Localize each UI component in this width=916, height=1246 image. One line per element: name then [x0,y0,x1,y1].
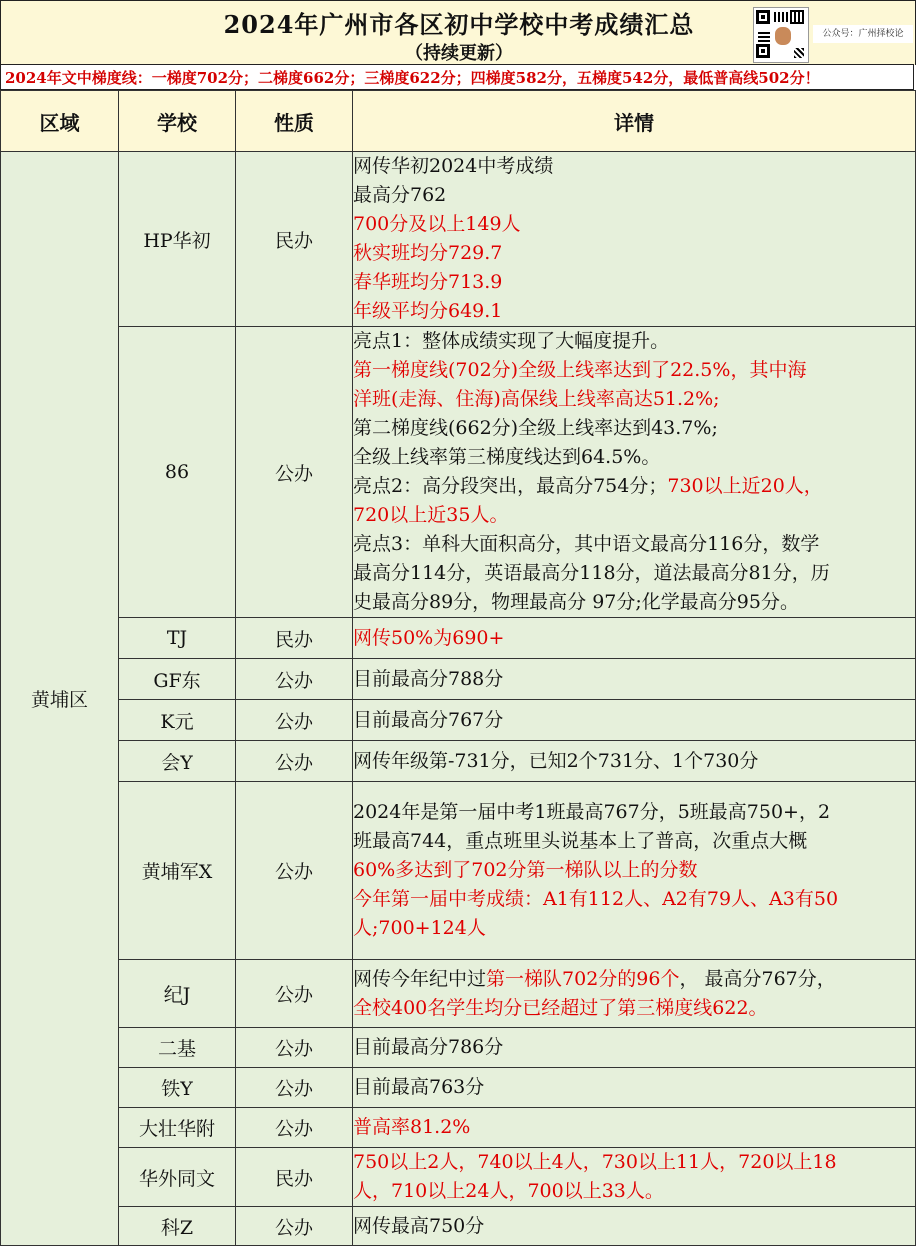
details-line [353,530,915,559]
details-line [353,501,915,530]
details-text: 年级平均分649.1 [353,300,503,322]
details-line [353,1073,915,1102]
details-line [353,559,915,588]
details-text: 2024年是第一届中考1班最高767分，5班最高750+，2 [353,801,831,823]
details-line [353,1177,915,1206]
details-text: 网传华初2024中考成绩 [353,155,554,177]
details-text: 第一梯队702分的96个 [486,967,680,990]
details-text: 目前最高分786分 [353,1036,504,1058]
type-cell: 民办 [236,152,353,327]
school-cell: 二基 [119,1028,236,1068]
details-text: 秋实班均分729.7 [353,242,503,264]
qr-pattern [774,12,804,22]
details-cell [353,1148,916,1207]
details-text: 目前最高分767分 [353,708,504,731]
type-cell: 公办 [236,1108,353,1148]
table-row [1,327,916,618]
school-cell: 86 [119,327,236,618]
type-cell: 公办 [236,1068,353,1108]
details-line [353,665,915,694]
details-text: 700分及以上149人 [353,213,521,235]
type-cell: 公办 [236,782,353,960]
table-row [1,152,916,327]
details-text: 今年第一届中考成绩：A1有112人、A2有79人、A3有50 [353,888,839,910]
details-line [353,624,915,653]
header [0,0,916,65]
details-cell [353,152,916,327]
details-text: 目前最高763分 [353,1076,485,1098]
school-cell: TJ [119,618,236,659]
table-row [1,741,916,782]
details-line [353,152,915,181]
cutoff-notice: 2024年文中梯度线：一梯度702分；二梯度662分；三梯度622分；四梯度582分，五梯度542分，最低普高线502分！ [0,64,914,90]
district-cell: 黄埔区 [1,152,119,1246]
qr-finder-icon [756,44,770,58]
type-cell: 公办 [236,327,353,618]
table-row [1,618,916,659]
details-line [353,747,915,776]
school-cell: 大壮华附 [119,1108,236,1148]
details-line [353,239,915,268]
details-text: 目前最高分788分 [353,667,504,690]
column-header-district: 区域 [1,91,119,152]
type-cell: 公办 [236,700,353,741]
details-line [353,1212,915,1241]
details-text: 亮点3：单科大面积高分，其中语文最高分116分，数学 [353,533,820,555]
details-text: 网传50%为690+ [353,626,505,649]
scores-table [0,90,916,1246]
details-cell [353,327,916,618]
details-text: 第一梯度线(702分)全级上线率达到了22.5%，其中海 [353,359,807,381]
details-cell [353,1068,916,1108]
details-text: 人，710以上24人，700以上33人。 [353,1180,664,1202]
school-cell: 纪J [119,960,236,1028]
details-text: 60%多达到了702分第一梯队以上的分数 [353,859,698,881]
details-line [353,1148,915,1177]
details-cell [353,1028,916,1068]
table-row [1,700,916,741]
type-cell: 公办 [236,1028,353,1068]
table-row [1,1108,916,1148]
details-cell [353,782,916,960]
details-cell [353,960,916,1028]
details-line [353,965,915,994]
school-cell: GF东 [119,659,236,700]
details-text: 网传年级第-731分，已知2个731分、1个730分 [353,749,759,772]
details-text: 史最高分89分，物理最高分 97分;化学最高分95分。 [353,591,799,613]
column-header-details: 详情 [353,91,916,152]
type-cell: 公办 [236,659,353,700]
qr-finder-icon [756,10,770,24]
school-cell: 会Y [119,741,236,782]
details-line [353,798,915,827]
details-line [353,588,915,617]
type-cell: 公办 [236,960,353,1028]
details-text: 最高分762 [353,184,447,206]
type-cell: 公办 [236,741,353,782]
table-row [1,1068,916,1108]
details-cell [353,741,916,782]
table-row [1,1028,916,1068]
details-text: 普高率81.2% [353,1116,471,1138]
details-text: 全校400名学生均分已经超过了第三梯度线622。 [353,996,768,1019]
details-line [353,268,915,297]
details-text: 730以上近20人， [667,475,823,497]
details-line [353,472,915,501]
details-text: 人;700+124人 [353,917,486,939]
details-text: 最高分114分，英语最高分118分，道法最高分81分，历 [353,562,830,584]
school-cell: 铁Y [119,1068,236,1108]
school-cell: K元 [119,700,236,741]
details-cell [353,618,916,659]
details-text: 洋班(走海、住海)高保线上线率高达51.2%; [353,388,720,410]
details-text: 班最高744，重点班里头说基本上了普高，次重点大概 [353,830,808,852]
details-text: 第二梯度线(662分)全级上线率达到43.7%; [353,417,718,439]
column-header-type: 性质 [236,91,353,152]
type-cell: 公办 [236,1207,353,1246]
details-line [353,385,915,414]
details-text: 网传最高750分 [353,1214,485,1237]
table-header-row [1,91,916,152]
avatar-icon [774,26,792,46]
school-cell: 华外同文 [119,1148,236,1207]
details-line [353,827,915,856]
details-line [353,914,915,943]
details-cell [353,1108,916,1148]
page-title: 2024年广州市各区初中学校中考成绩汇总 [223,10,695,39]
type-cell: 民办 [236,618,353,659]
type-cell: 民办 [236,1148,353,1207]
page-subtitle: （持续更新） [405,43,513,64]
school-cell: 科Z [119,1207,236,1246]
details-line [353,994,915,1023]
details-line [353,885,915,914]
qr-pattern [758,30,770,42]
table-row [1,659,916,700]
details-line [353,327,915,356]
details-text: ， 最高分767分， [679,967,836,990]
details-cell [353,700,916,741]
details-text: 春华班均分713.9 [353,271,503,293]
details-line [353,856,915,885]
details-line [353,297,915,326]
school-cell: HP华初 [119,152,236,327]
qr-code [753,7,809,63]
details-line [353,706,915,735]
details-line [353,210,915,239]
details-line [353,443,915,472]
details-line [353,356,915,385]
details-text: 720以上近35人。 [353,504,509,526]
table-row [1,1148,916,1207]
details-text: 亮点2：高分段突出，最高分754分； [353,475,668,497]
details-line [353,1113,915,1142]
details-text: 750以上2人，740以上4人，730以上11人，720以上18 [353,1151,837,1173]
details-text: 亮点1：整体成绩实现了大幅度提升。 [353,330,670,352]
table-row [1,960,916,1028]
details-line [353,181,915,210]
column-header-school: 学校 [119,91,236,152]
details-text: 网传今年纪中过 [353,967,487,990]
details-cell [353,659,916,700]
school-cell: 黄埔军X [119,782,236,960]
details-line [353,414,915,443]
table-row [1,782,916,960]
qr-pattern [794,48,804,58]
details-line [353,1033,915,1062]
qr-label: 公众号：广州择校论 [813,25,913,43]
details-text: 全级上线率第三梯度线达到64.5%。 [353,446,661,468]
